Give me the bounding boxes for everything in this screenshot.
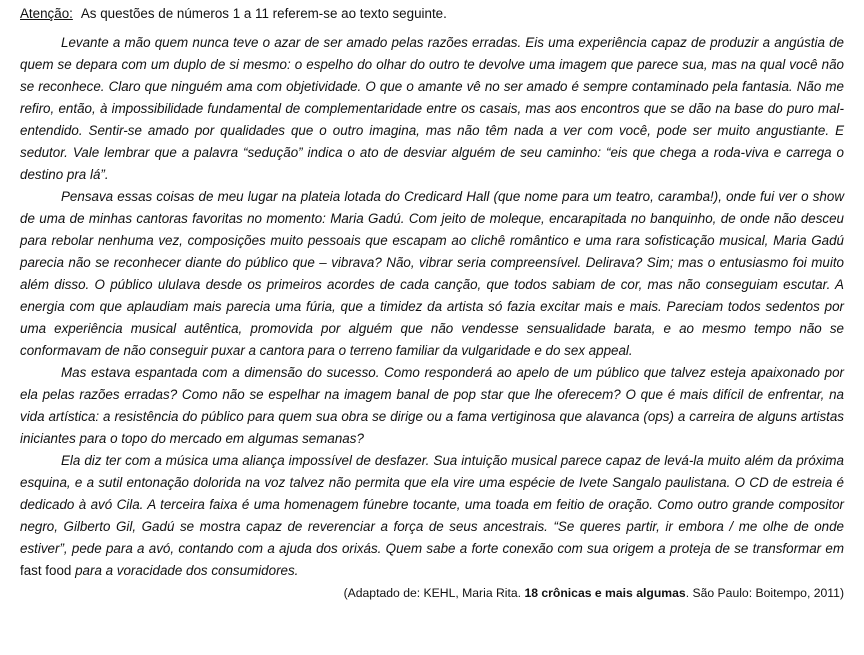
paragraph-4: [20, 450, 844, 582]
document-page: [20, 4, 844, 602]
notice-label: Atenção:: [20, 6, 73, 21]
paragraph-4-ending: para a voracidade dos consumidores.: [71, 563, 299, 578]
paragraph-4-text: Ela diz ter com a música uma aliança impossível de desfazer. Sua intuição musical parece capaz de levá-la muito além da próxima esquina, e a sutil entonação dolorida na voz talvez não permita que ela vire uma espécie de Ivete Sangalo paulistana. O CD de estreia é dedicado à avó Cila. A terceira faixa é uma homenagem fúnebre tocante, uma toada em feitio de oração. Como outro grande compositor negro, Gilberto Gil, Gadú se mostra capaz de reverenciar a força de seus ancestrais. “Se queres partir, ir embora / me olhe de onde estiver”, pede para a avó, contando com a ajuda dos orixás. Quem sabe a forte conexão com sua origem a proteja de se transformar em: [20, 453, 844, 556]
notice-text: As questões de números 1 a 11 referem-se ao texto seguinte.: [80, 6, 447, 21]
paragraph-2: Pensava essas coisas de meu lugar na plateia lotada do Credicard Hall (que nome para um teatro, caramba!), onde fui ver o show de uma de minhas cantoras favoritas no momento: Maria Gadú. Com jeito de moleque, encarapitada no banquinho, de onde não desceu para rebolar nenhuma vez, composições muito pessoais que escapam ao clichê romântico e uma rara sofisticação musical, Maria Gadú parecia não se reconhecer diante do público que – vibrava? Não, vibrar seria compreensível. Delirava? Sim; mas o entusiasmo foi muito além disso. O público ululava desde os primeiros acordes de cada canção, que todos sabiam de cor, mas não conseguiam escutar. A energia com que aplaudiam mais parecia uma fúria, que a timidez da artista só fazia excitar mais e mais. Pareciam todos sedentos por uma experiência musical autêntica, promovida por alguém que não vendesse sensualidade barata, e ao mesmo tempo não se conformavam de não conseguir puxar a cantora para o terreno familiar da vulgaridade e do sex appeal.: [20, 189, 844, 358]
essay-text: [20, 32, 844, 582]
source-citation: [20, 584, 844, 602]
citation-prefix: (Adaptado de: KEHL, Maria Rita.: [343, 586, 525, 600]
citation-suffix: . São Paulo: Boitempo, 2011): [685, 586, 844, 600]
instruction-notice: [20, 4, 844, 24]
citation-book-title: 18 crônicas e mais algumas: [524, 586, 686, 600]
paragraph-3: Mas estava espantada com a dimensão do sucesso. Como responderá ao apelo de um público que talvez esteja apaixonado por ela pelas razões erradas? Como não se espelhar na imagem banal de pop star que lhe oferecem? O que é mais difícil de enfrentar, na vida artística: a resistência do público para quem sua obra se dirige ou a fama vertiginosa que alavanca (ops) a carreira de alguns artistas iniciantes para o topo do mercado em algumas semanas?: [20, 365, 844, 446]
paragraph-1: Levante a mão quem nunca teve o azar de ser amado pelas razões erradas. Eis uma experiência capaz de produzir a angústia de quem se depara com um duplo de si mesmo: o espelho do olhar do outro te devolve uma imagem que parece sua, mas na qual você não se reconhece. Claro que ninguém ama com objetividade. O que o amante vê no ser amado é sempre contaminado pela fantasia. Não me refiro, então, à impossibilidade fundamental de complementaridade entre os casais, mas aos encontros que se dão na base do puro mal-entendido. Sentir-se amado por qualidades que o outro imagina, mas não têm nada a ver com você, pode ser muito angustiante. E sedutor. Vale lembrar que a palavra “sedução” indica o ato de desviar alguém de seu caminho: “eis que chega a roda-viva e carrega o destino pra lá”.: [20, 35, 844, 182]
paragraph-4-upright-term: fast food: [20, 563, 72, 578]
